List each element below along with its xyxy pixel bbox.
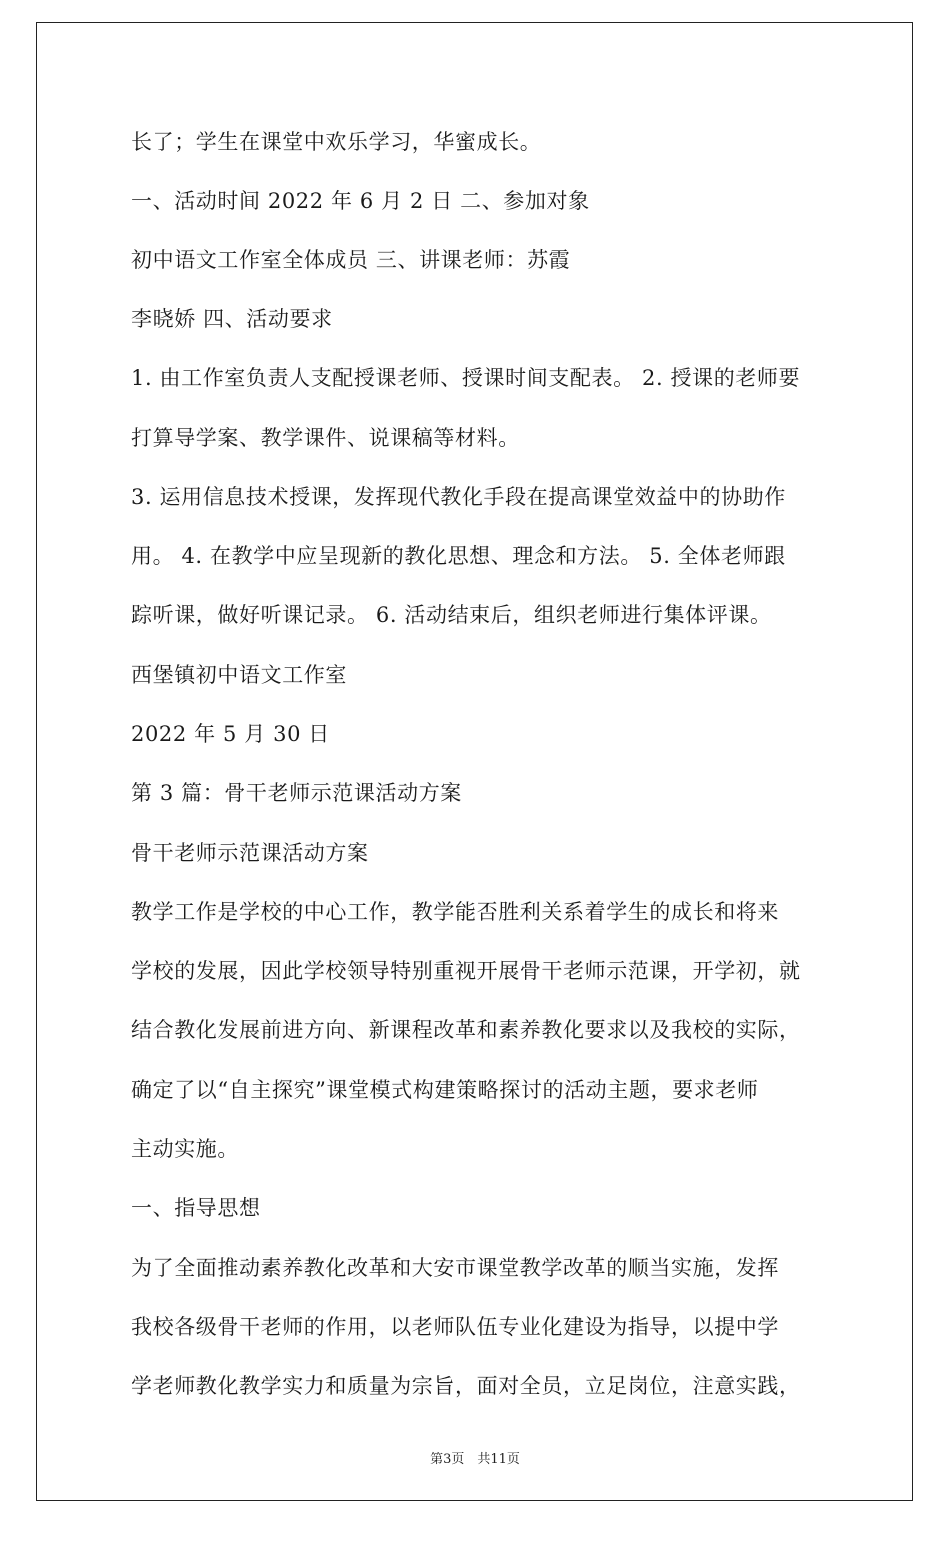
section-heading: 第 3 篇：骨干老师示范课活动方案 bbox=[131, 781, 462, 805]
page-number: 第3页 共11页 bbox=[430, 1452, 520, 1467]
text-line: 打算导学案、教学课件、说课稿等材料。 bbox=[131, 426, 520, 450]
text-line: 长了；学生在课堂中欢乐学习，华蜜成长。 bbox=[131, 130, 542, 154]
text-line: 我校各级骨干老师的作用，以老师队伍专业化建设为指导，以提中学 bbox=[131, 1315, 779, 1339]
text-line: 西堡镇初中语文工作室 bbox=[131, 663, 347, 687]
text-line: 2022 年 5 月 30 日 bbox=[131, 722, 330, 746]
text-line: 主动实施。 bbox=[131, 1137, 239, 1161]
text-line: 李晓娇 四、活动要求 bbox=[131, 307, 333, 331]
text-line: 踪听课，做好听课记录。 6. 活动结束后，组织老师进行集体评课。 bbox=[131, 603, 772, 627]
section-title: 骨干老师示范课活动方案 bbox=[131, 841, 369, 865]
text-line: 用。 4. 在教学中应呈现新的教化思想、理念和方法。 5. 全体老师跟 bbox=[131, 544, 786, 568]
text-line: 学校的发展，因此学校领导特别重视开展骨干老师示范课，开学初，就 bbox=[131, 959, 801, 983]
text-line: 初中语文工作室全体成员 三、讲课老师：苏霞 bbox=[131, 248, 571, 272]
text-line: 3. 运用信息技术授课，发挥现代教化手段在提高课堂效益中的协助作 bbox=[131, 485, 786, 509]
text-line: 1. 由工作室负责人支配授课老师、授课时间支配表。 2. 授课的老师要 bbox=[131, 366, 801, 390]
text-line: 教学工作是学校的中心工作，教学能否胜利关系着学生的成长和将来 bbox=[131, 900, 779, 924]
text-line: 学老师教化教学实力和质量为宗旨，面对全员，立足岗位，注意实践， bbox=[131, 1374, 801, 1398]
text-line: 为了全面推动素养教化改革和大安市课堂教学改革的顺当实施，发挥 bbox=[131, 1256, 779, 1280]
text-line: 确定了以“自主探究”课堂模式构建策略探讨的活动主题，要求老师 bbox=[131, 1078, 759, 1102]
text-line: 结合教化发展前进方向、新课程改革和素养教化要求以及我校的实际， bbox=[131, 1018, 801, 1042]
text-line: 一、活动时间 2022 年 6 月 2 日 二、参加对象 bbox=[131, 189, 590, 213]
subsection-heading: 一、指导思想 bbox=[131, 1196, 261, 1220]
